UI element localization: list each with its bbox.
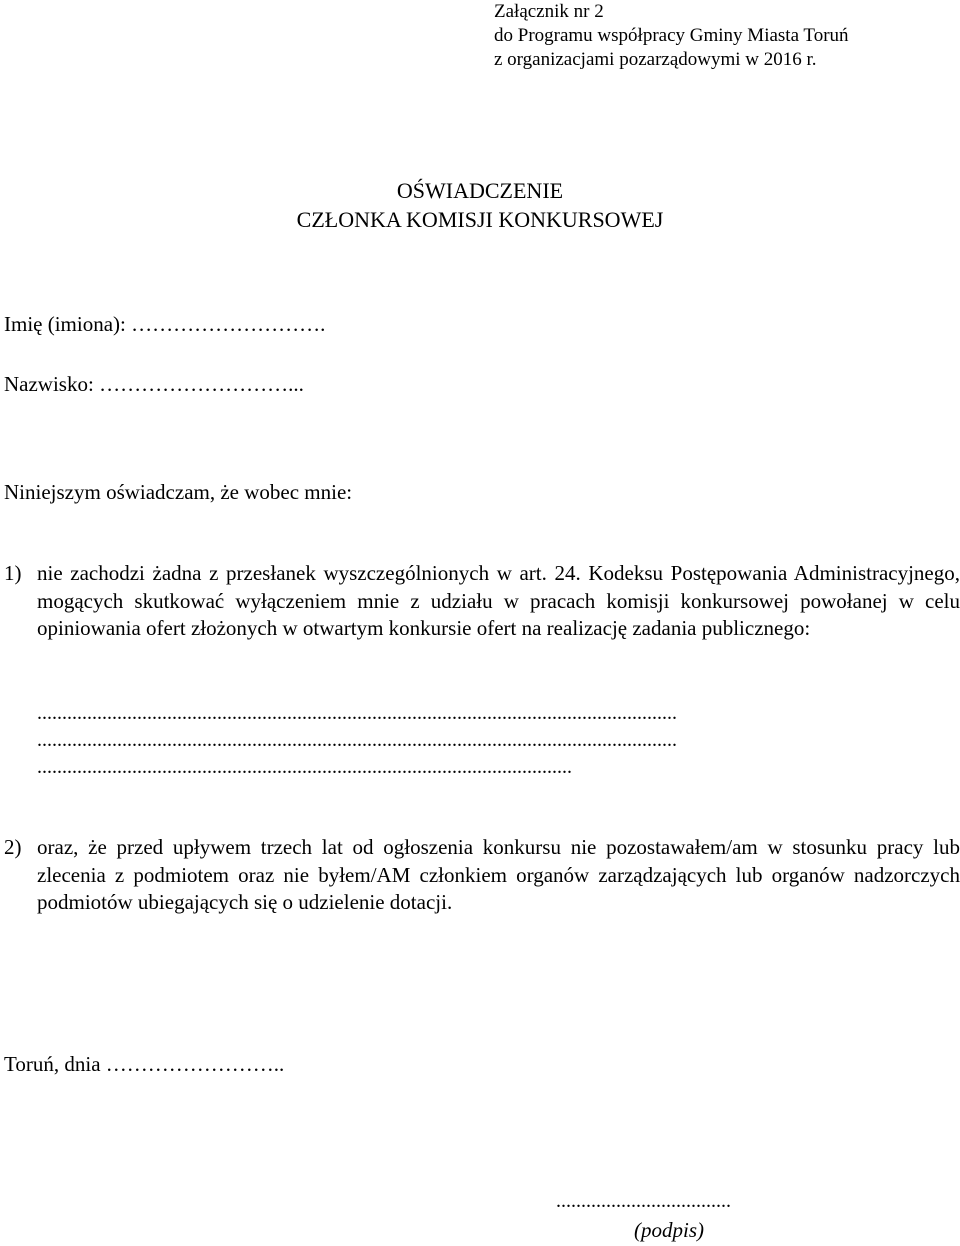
declaration-intro: Niniejszym oświadczam, że wobec mnie: [4, 480, 353, 504]
signature-line: ................................... [556, 1190, 731, 1212]
attachment-number: Załącznik nr 2 [494, 1, 604, 22]
item-number: 1) [4, 561, 22, 585]
item-text: nie zachodzi żadna z przesłanek wyszczególnionych w art. 24. Kodeksu Postępowania Administracyjnego, mogących skutkować wyłączeniem mnie z udziału w pracach komisji konkursowej powołanej w celu opiniowania ofert złożonych w otwartym konkursie ofert na realizację zadania publicznego: [37, 561, 960, 640]
last-name-field: Nazwisko: ………………………... [4, 372, 304, 396]
dotted-line-3: ........................................................................................................... [37, 756, 572, 778]
place-date-field: Toruń, dnia …………………….. [4, 1052, 285, 1076]
dotted-line-2: ................................................................................................................................ [37, 729, 677, 751]
attachment-header [494, 0, 849, 72]
item-number: 2) [4, 835, 22, 859]
title-line-1: OŚWIADCZENIE [396, 178, 564, 203]
item-text: oraz, że przed upływem trzech lat od ogłoszenia konkursu nie pozostawałem/am w stosunku pracy lub zlecenia z podmiotem oraz nie byłem/AM członkiem organów zarządzających lub organów nadzorczych podmiotów ubiegających się o udzielenie dotacji. [37, 835, 960, 914]
declaration-item-2 [4, 834, 960, 917]
title-line-2: CZŁONKA KOMISJI KONKURSOWEJ [296, 207, 664, 232]
signature-label: (podpis) [634, 1218, 704, 1242]
document-title [0, 176, 960, 234]
program-reference: do Programu współpracy Gminy Miasta Toruń [494, 25, 849, 46]
declaration-item-1 [4, 560, 960, 643]
dotted-line-1: ................................................................................................................................ [37, 702, 677, 724]
first-name-field: Imię (imiona): ………………………. [4, 312, 326, 336]
program-year: z organizacjami pozarządowymi w 2016 r. [494, 49, 817, 70]
